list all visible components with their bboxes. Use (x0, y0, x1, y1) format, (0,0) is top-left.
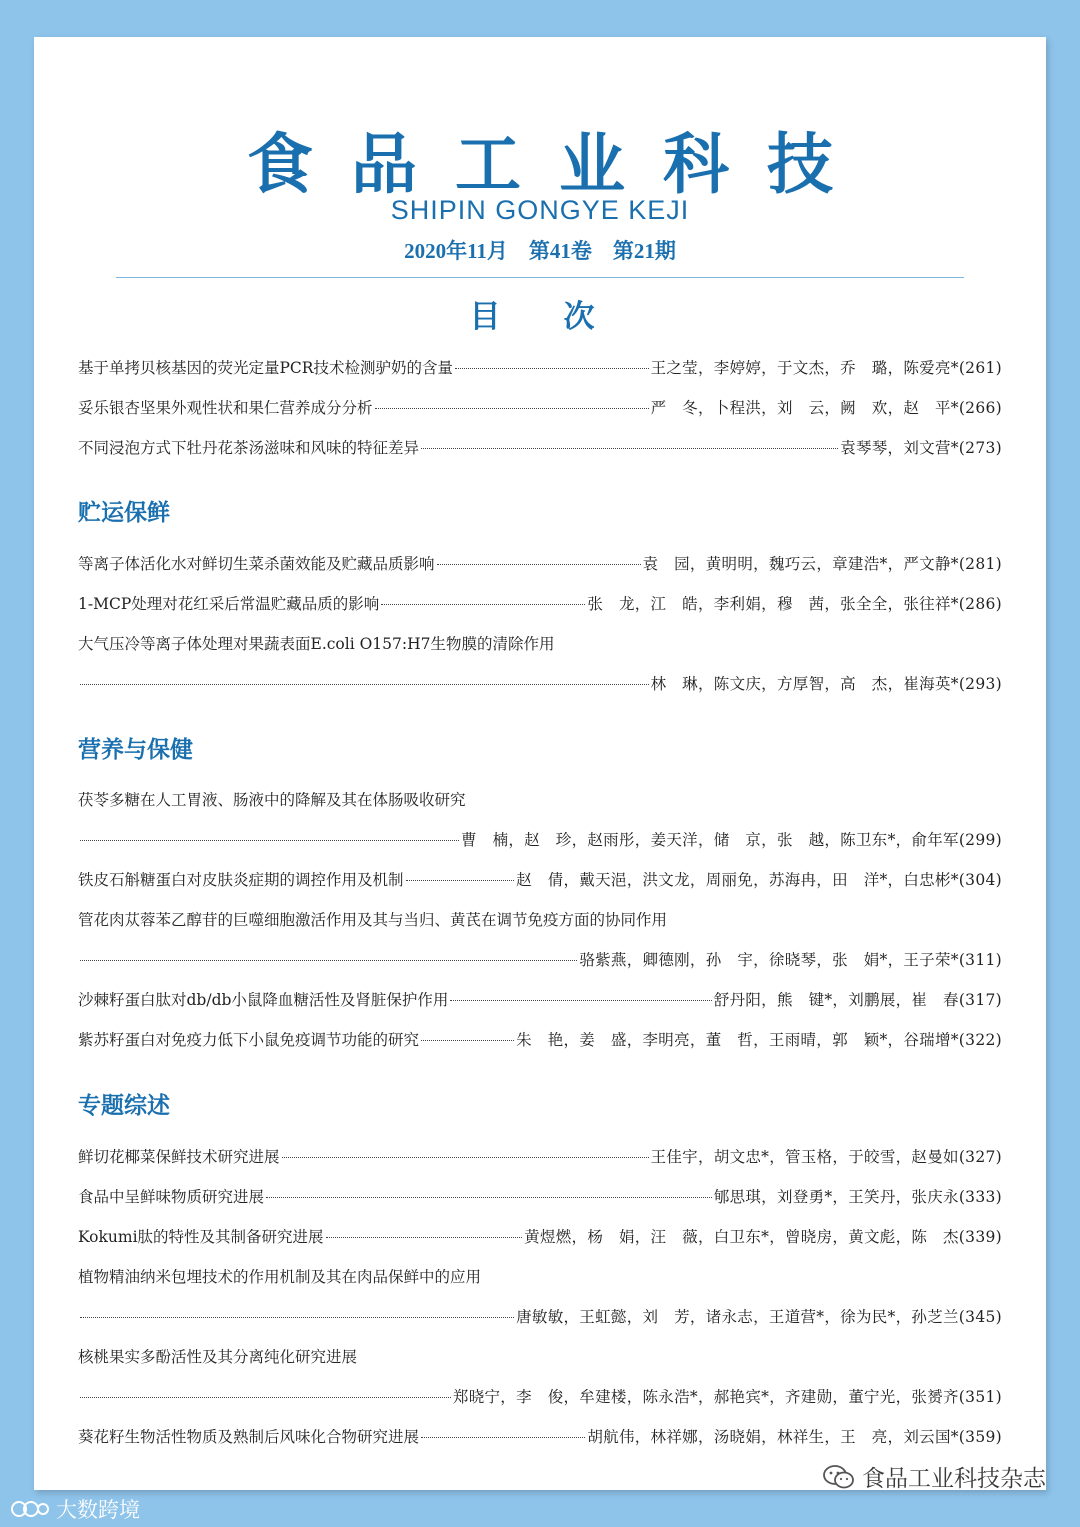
entry-authors: 林 琳，陈文庆，方厚智，高 杰，崔海英*(293) (650, 675, 1002, 693)
entry-title: 妥乐银杏坚果外观性状和果仁营养成分分析 (78, 399, 373, 417)
entry-title: Kokumi肽的特性及其制备研究进展 (78, 1228, 324, 1246)
toc-entry[interactable] (78, 592, 1002, 618)
section-heading-review: 专题综述 (78, 1093, 170, 1119)
journal-title-cn: 食品工业科技 (247, 126, 871, 203)
toc-entry-authors-line[interactable] (78, 948, 1002, 974)
toc-entry[interactable] (78, 356, 1002, 382)
entry-authors: 黄煜燃，杨 娟，汪 薇，白卫东*，曾晓房，黄文彪，陈 杰(339) (524, 1228, 1002, 1246)
entry-title: 管花肉苁蓉苯乙醇苷的巨噬细胞激活作用及其与当归、黄芪在调节免疫方面的协同作用 (78, 911, 668, 929)
entry-authors: 王佳宇，胡文忠*，管玉格，于皎雪，赵曼如(327) (650, 1148, 1002, 1166)
toc-entry[interactable] (78, 1145, 1002, 1171)
entry-authors: 曹 楠，赵 珍，赵雨彤，姜天洋，储 京，张 越，陈卫东*，俞年军(299) (460, 831, 1002, 849)
issue-info: 2020年11月 第41卷 第21期 (404, 239, 676, 263)
wechat-icon (822, 1463, 856, 1491)
toc-entry[interactable] (78, 396, 1002, 422)
leader-dots (375, 408, 649, 409)
entry-authors: 严 冬，卜程洪，刘 云，阙 欢，赵 平*(266) (650, 399, 1002, 417)
leader-dots (326, 1237, 523, 1238)
entry-title: 等离子体活化水对鲜切生菜杀菌效能及贮藏品质影响 (78, 555, 435, 573)
entry-authors: 朱 艳，姜 盛，李明亮，董 哲，王雨晴，郭 颖*，谷瑞增*(322) (516, 1031, 1002, 1049)
section-heading-nutrition: 营养与保健 (78, 737, 193, 763)
entry-title: 核桃果实多酚活性及其分离纯化研究进展 (78, 1348, 358, 1366)
leader-dots (421, 1437, 585, 1438)
wechat-account-name: 食品工业科技杂志 (862, 1466, 1046, 1492)
toc-entry[interactable] (78, 1185, 1002, 1211)
entry-title: 食品中呈鲜味物质研究进展 (78, 1188, 265, 1206)
toc-entry[interactable] (78, 988, 1002, 1014)
toc-entry[interactable] (78, 1225, 1002, 1251)
brand-watermark (10, 1494, 140, 1524)
entry-title: 1-MCP处理对花红采后常温贮藏品质的影响 (78, 595, 380, 613)
leader-dots (80, 840, 459, 841)
section-heading-storage: 贮运保鲜 (78, 500, 170, 526)
entry-title: 基于单拷贝核基因的荧光定量PCR技术检测驴奶的含量 (78, 359, 453, 377)
leader-dots (381, 604, 585, 605)
leader-dots (437, 564, 641, 565)
toc-entry[interactable] (78, 1425, 1002, 1451)
entry-authors: 袁琴琴，刘文营*(273) (840, 439, 1002, 457)
leader-dots (450, 1000, 711, 1001)
toc-entry-title-line[interactable] (78, 908, 1002, 934)
leader-dots (80, 1397, 451, 1398)
entry-title: 铁皮石斛糖蛋白对皮肤炎症期的调控作用及机制 (78, 871, 404, 889)
entry-authors: 张 龙，江 皓，李利娟，穆 茜，张全全，张往祥*(286) (587, 595, 1002, 613)
entry-authors: 赵 倩，戴天浥，洪文龙，周丽免，苏海冉，田 洋*，白忠彬*(304) (516, 871, 1002, 889)
entry-title: 沙棘籽蛋白肽对db/db小鼠降血糖活性及肾脏保护作用 (78, 991, 449, 1009)
toc-heading: 目 次 (469, 299, 611, 335)
header-divider (116, 277, 964, 278)
leader-dots (282, 1157, 649, 1158)
brand-logo-icon (10, 1496, 50, 1522)
entry-authors: 胡航伟，林祥娜，汤晓娟，林祥生，王 亮，刘云国*(359) (587, 1428, 1002, 1446)
entry-authors: 王之莹，李婷婷，于文杰，乔 璐，陈爱亮*(261) (650, 359, 1002, 377)
leader-dots (80, 960, 577, 961)
toc-entry-authors-line[interactable] (78, 672, 1002, 698)
entry-title: 茯苓多糖在人工胃液、肠液中的降解及其在体肠吸收研究 (78, 791, 466, 809)
toc-entry[interactable] (78, 1028, 1002, 1054)
leader-dots (421, 448, 838, 449)
wechat-watermark (822, 1460, 1046, 1493)
entry-title: 大气压冷等离子体处理对果蔬表面E.coli O157:H7生物膜的清除作用 (78, 635, 555, 653)
entry-title: 紫苏籽蛋白对免疫力低下小鼠免疫调节功能的研究 (78, 1031, 420, 1049)
toc-entry-title-line[interactable] (78, 788, 1002, 814)
leader-dots (80, 1317, 514, 1318)
entry-title: 不同浸泡方式下牡丹花茶汤滋味和风味的特征差异 (78, 439, 420, 457)
brand-name: 大数跨境 (56, 1498, 140, 1522)
toc-entry-authors-line[interactable] (78, 1385, 1002, 1411)
toc-entry-title-line[interactable] (78, 1345, 1002, 1371)
toc-entry-authors-line[interactable] (78, 828, 1002, 854)
entry-authors: 郇思琪，刘登勇*，王笑丹，张庆永(333) (713, 1188, 1002, 1206)
toc-entry[interactable] (78, 552, 1002, 578)
entry-authors: 郑晓宁，李 俊，牟建楼，陈永浩*，郝艳宾*，齐建勋，董宁光，张赟齐(351) (452, 1388, 1002, 1406)
entry-title: 鲜切花椰菜保鲜技术研究进展 (78, 1148, 280, 1166)
toc-entry[interactable] (78, 436, 1002, 462)
entry-authors: 唐敏敏，王虹懿，刘 芳，诸永志，王道营*，徐为民*，孙芝兰(345) (516, 1308, 1002, 1326)
toc-entry[interactable] (78, 868, 1002, 894)
toc-entry-title-line[interactable] (78, 632, 1002, 658)
leader-dots (266, 1197, 712, 1198)
entry-authors: 骆紫燕，卿德刚，孙 宇，徐晓琴，张 娟*，王子荣*(311) (579, 951, 1002, 969)
leader-dots (421, 1040, 514, 1041)
entry-authors: 舒丹阳，熊 键*，刘鹏展，崔 春(317) (713, 991, 1002, 1009)
leader-dots (80, 684, 649, 685)
toc-entry-title-line[interactable] (78, 1265, 1002, 1291)
entry-title: 葵花籽生物活性物质及熟制后风味化合物研究进展 (78, 1428, 420, 1446)
leader-dots (455, 368, 649, 369)
leader-dots (406, 880, 515, 881)
journal-title-en: SHIPIN GONGYE KEJI (390, 195, 690, 225)
entry-authors: 袁 园，黄明明，魏巧云，章建浩*，严文静*(281) (642, 555, 1002, 573)
toc-entry-authors-line[interactable] (78, 1305, 1002, 1331)
entry-title: 植物精油纳米包埋技术的作用机制及其在肉品保鲜中的应用 (78, 1268, 482, 1286)
